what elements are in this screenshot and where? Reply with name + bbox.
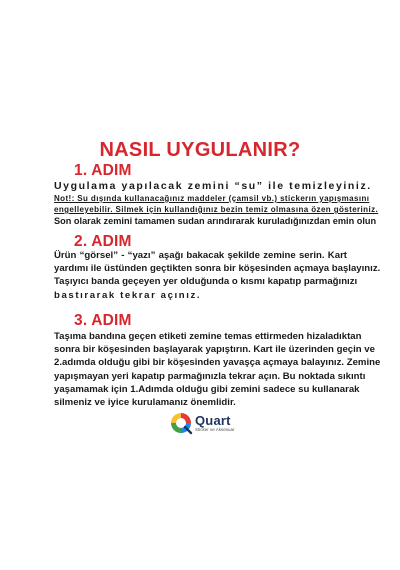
step-1-line-4: Son olarak zemini tamamen sudan arındırarak kuruladığınızdan emin olun	[54, 216, 377, 226]
step-2-line-1: Ürün “görsel” - “yazı” aşağı bakacak şekilde zemine serin. Kart	[54, 250, 347, 261]
step-3-line-4: yapışmayan yeri kapatıp parmağınızla tekrar açın. Bu noktada sıkıntı	[54, 370, 366, 382]
step-3-text	[54, 330, 381, 409]
step-3-line-3: 2.adımda olduğu gibi bir köşesinden yavaşça açmaya balayınız. Zemine	[54, 357, 381, 369]
logo-name: Quart	[195, 412, 231, 428]
logo-tagline: Sticker ve Aksesuar	[195, 426, 235, 432]
step-1-line-1: Uygulama yapılacak zemini “su” ile temizleyiniz.	[54, 180, 372, 192]
step-2-line-2: yardımı ile üstünden geçtikten sonra bir köşesinden açmaya başlayınız.	[54, 263, 381, 275]
quart-logo	[170, 410, 235, 436]
step-3-line-6: silmeniz ve iyice kurulamanız önemlidir.	[54, 397, 236, 409]
step-2-line-3: Taşıyıcı banda geçeyen yer olduğunda o kısmı kapatıp parmağınızı	[54, 276, 358, 288]
step-1-note-line-2: engelleyebilir. Silmek için kullandığınız bezin temiz olmasına özen gösteriniz.	[54, 205, 379, 214]
step-2-text	[54, 249, 381, 302]
step-2-line-4: bastırarak tekrar açınız.	[54, 289, 202, 301]
step-3-line-1: Taşıma bandına geçen etiketi zemine temas ettirmeden hizaladıktan	[54, 331, 362, 342]
step-1-note-line-1: Not!: Su dışında kullanacağınız maddeler (çamsil vb.) stickerın yapışmasını	[54, 194, 370, 203]
step-3-heading: 3. ADIM	[74, 312, 132, 329]
step-1-heading: 1. ADIM	[74, 162, 132, 179]
quart-logo-mark-icon	[170, 412, 192, 434]
step-3-line-5: yaşamamak için 1.Adımda olduğu gibi zemini sadece su kullanarak	[54, 383, 360, 395]
step-2-heading: 2. ADIM	[74, 233, 132, 250]
page-title: NASIL UYGULANIR?	[99, 139, 301, 161]
step-1-text	[54, 180, 379, 228]
step-3-line-2: sonra bir köşesinden başlayarak yapıştırın. Kart ile üzerinden geçin ve	[54, 344, 375, 356]
